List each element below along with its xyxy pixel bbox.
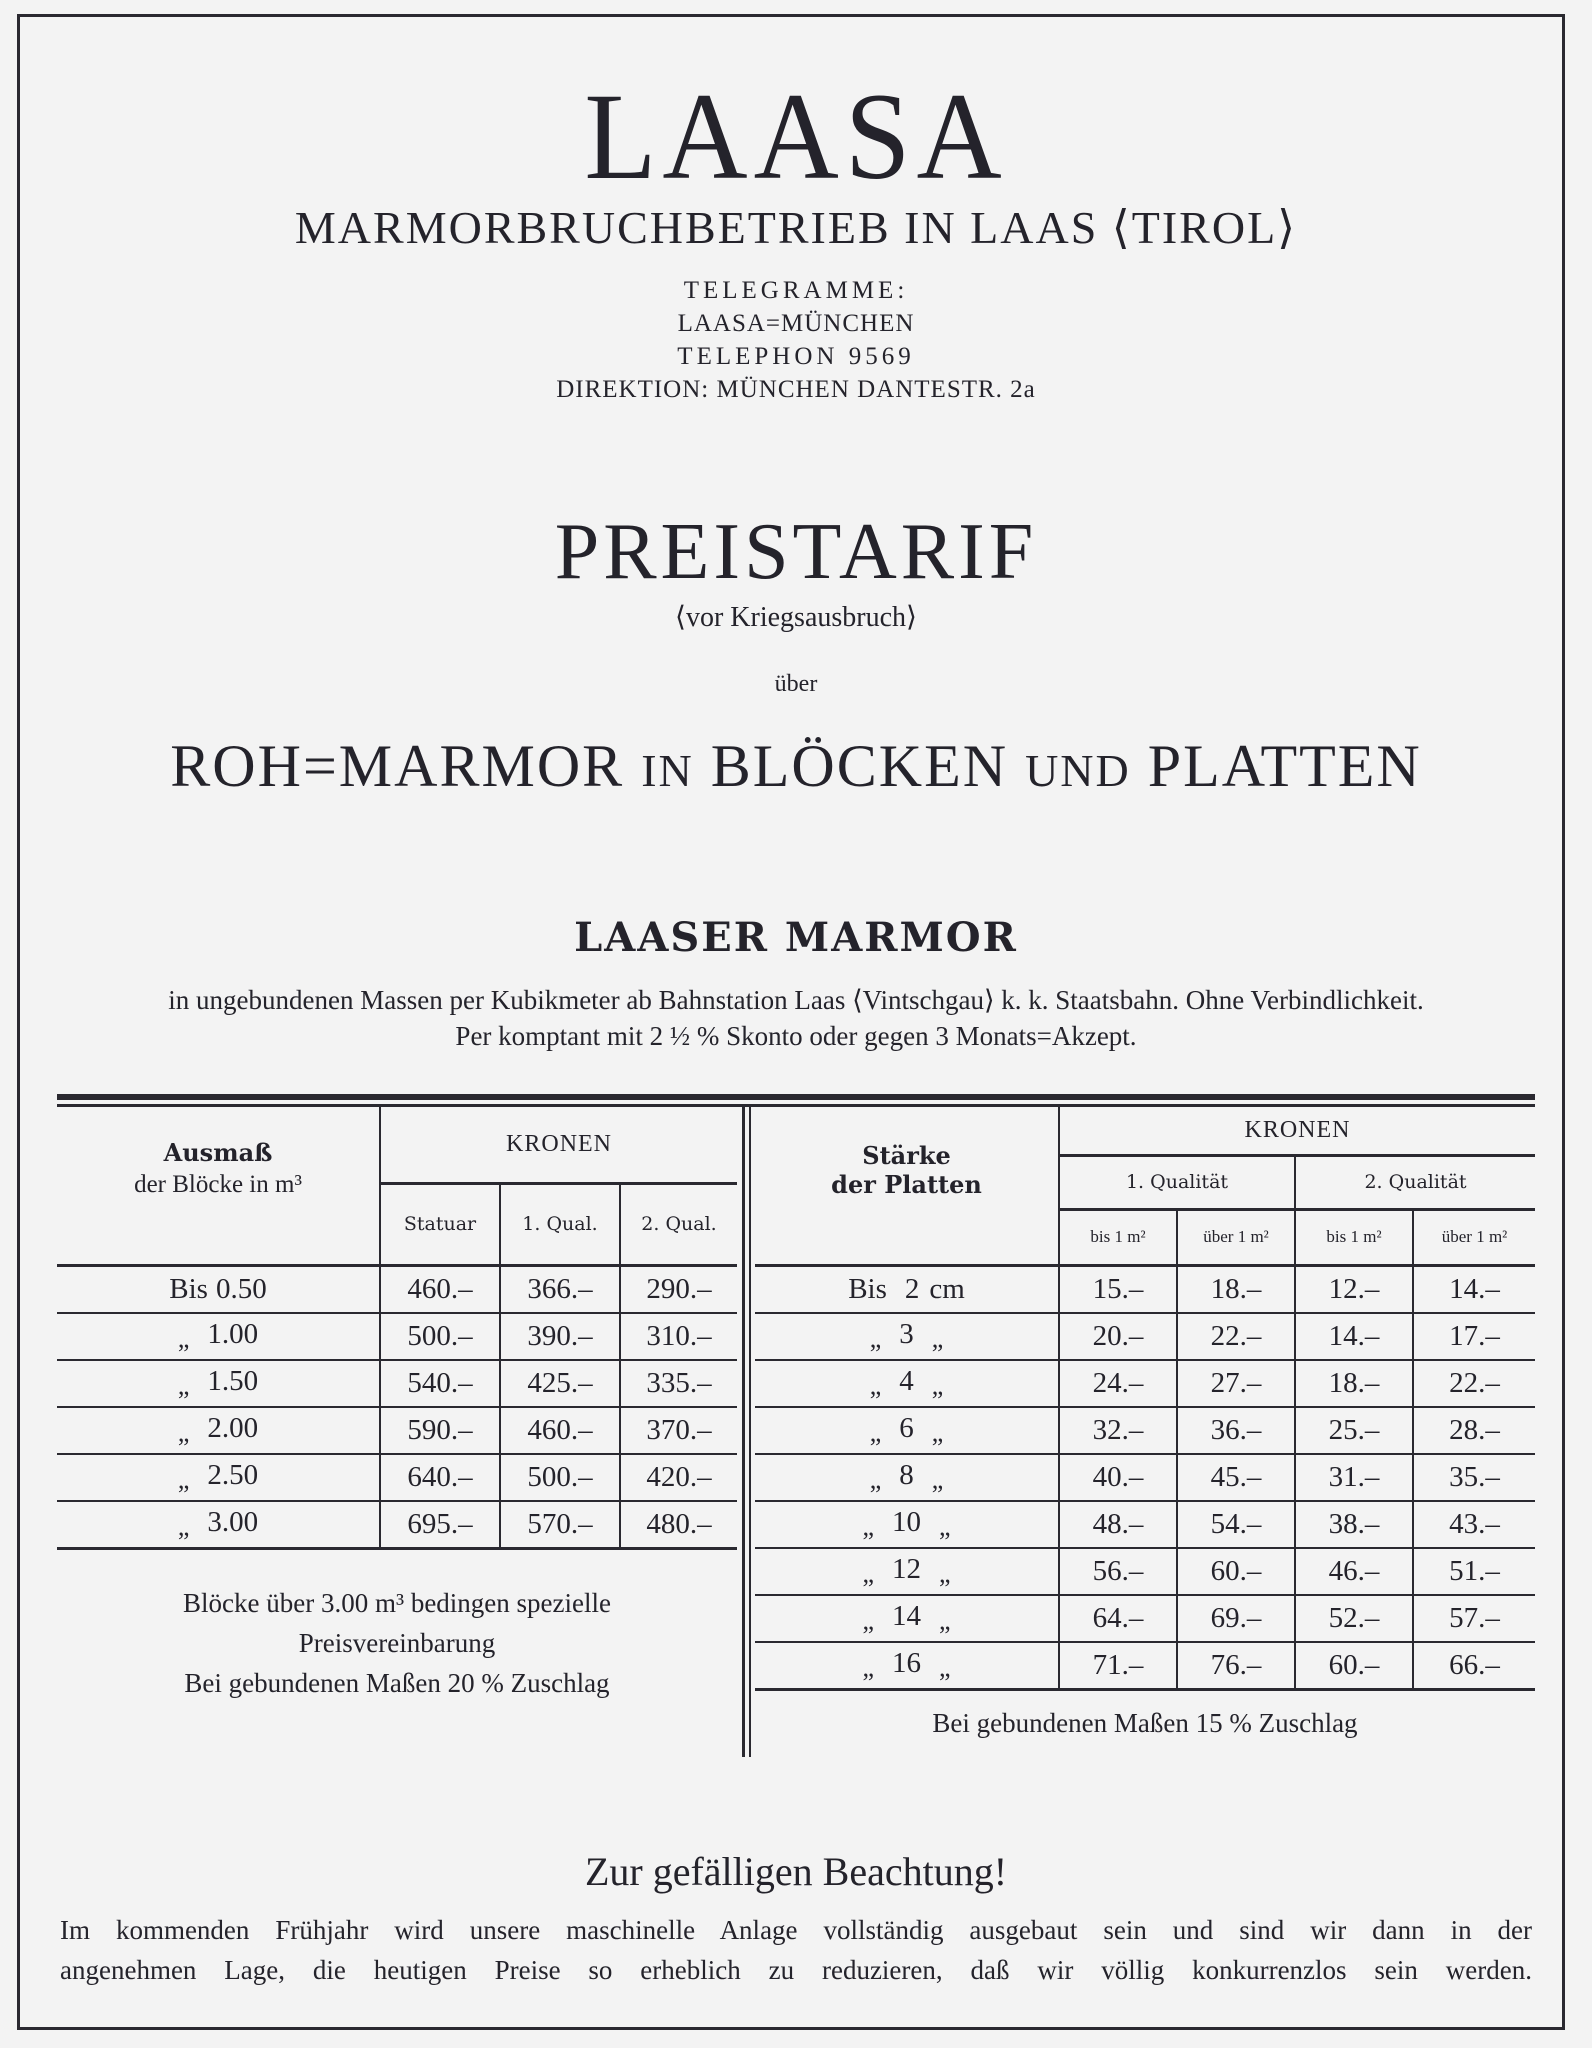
block-size-value: 3.00 — [207, 1506, 259, 1538]
plate-price-cell: 22.– — [1177, 1313, 1295, 1360]
contact-block — [0, 274, 1592, 406]
plate-thickness-prefix: „ — [862, 1512, 874, 1541]
product-heading — [0, 733, 1592, 799]
blocks-col-header: Statuar — [380, 1183, 500, 1265]
plates-subcol-header: bis 1 m² — [1059, 1209, 1177, 1265]
plates-note: Bei gebundenen Maßen 15 % Zuschlag — [932, 1708, 1358, 1738]
plate-thickness-prefix: „ — [869, 1324, 882, 1353]
blocks-note-line-2: Preisvereinbarung — [298, 1628, 496, 1658]
plate-thickness-unit: „ — [939, 1653, 951, 1682]
block-price-cell: 310.– — [620, 1313, 737, 1360]
notice-heading: Zur gefälligen Beachtung! — [584, 1849, 1008, 1894]
plate-thickness-prefix: Bis — [848, 1272, 887, 1305]
block-price-cell: 695.– — [380, 1501, 500, 1549]
company-logo: LAASA — [584, 67, 1008, 206]
plate-price-cell: 31.– — [1295, 1454, 1413, 1501]
notice-text — [60, 1910, 1532, 1990]
plates-table-row — [755, 1642, 1535, 1690]
notice-line-1: Im kommenden Frühjahr wird unsere maschinelle Anlage vollständig ausgebaut sein und sind wir dann in der — [60, 1915, 1532, 1945]
block-price-cell: 290.– — [620, 1265, 737, 1313]
section-heading: LAASER MARMOR — [574, 914, 1018, 961]
company-subtitle: MARMORBRUCHBETRIEB IN LAAS ⟨TIROL⟩ — [294, 202, 1298, 253]
plate-thickness-unit: „ — [931, 1465, 944, 1494]
ueber-text: über — [774, 671, 818, 697]
block-price-cell: 390.– — [500, 1313, 620, 1360]
plate-thickness-prefix: „ — [862, 1559, 874, 1588]
plate-price-cell: 69.– — [1177, 1595, 1295, 1642]
plate-thickness-unit: „ — [931, 1324, 944, 1353]
tarif-subtitle: ⟨vor Kriegsausbruch⟩ — [675, 602, 917, 633]
plate-price-cell: 48.– — [1059, 1501, 1177, 1548]
product-und: UND — [1025, 745, 1131, 796]
blocks-table-row — [57, 1265, 737, 1313]
plate-price-cell: 60.– — [1177, 1548, 1295, 1595]
quality-group-header: 1. Qualität — [1059, 1155, 1295, 1209]
plates-price-table — [755, 1107, 1535, 1691]
plate-price-cell: 71.– — [1059, 1642, 1177, 1690]
plate-thickness-cell — [755, 1360, 1059, 1407]
plate-price-cell: 57.– — [1413, 1595, 1535, 1642]
plate-price-cell: 36.– — [1177, 1407, 1295, 1454]
blocks-table-row — [57, 1454, 737, 1501]
table-top-rule — [57, 1094, 1535, 1100]
plate-price-cell: 27.– — [1177, 1360, 1295, 1407]
block-price-cell: 590.– — [380, 1407, 500, 1454]
block-size-value: 1.00 — [207, 1318, 259, 1350]
block-price-cell: 480.– — [620, 1501, 737, 1549]
plate-thickness-value: 10 — [892, 1506, 921, 1538]
notice-line-2: angenehmen Lage, die heutigen Preise so erheblich zu reduzieren, daß wir völlig konkurrenzlos sein werden. — [60, 1955, 1532, 1985]
block-size-prefix: „ — [177, 1418, 190, 1447]
blocks-table-row — [57, 1407, 737, 1454]
plate-price-cell: 56.– — [1059, 1548, 1177, 1595]
plate-price-cell: 14.– — [1413, 1265, 1535, 1313]
blocks-currency-header: KRONEN — [380, 1107, 737, 1183]
plate-price-cell: 35.– — [1413, 1454, 1535, 1501]
plates-table-row — [755, 1265, 1535, 1313]
plates-table-row — [755, 1501, 1535, 1548]
blocks-size-heading: Ausmaß — [163, 1137, 273, 1167]
blocks-col-header: 1. Qual. — [500, 1183, 620, 1265]
blocks-col-header: 2. Qual. — [620, 1183, 737, 1265]
plate-price-cell: 22.– — [1413, 1360, 1535, 1407]
intro-line-1: in ungebundenen Massen per Kubikmeter ab Bahnstation Laas ⟨Vintschgau⟩ k. k. Staatsbahn. Ohne Verbindlichkeit. — [168, 985, 1424, 1015]
blocks-size-subheading: der Blöcke in m³ — [134, 1170, 302, 1198]
plate-thickness-value: 16 — [892, 1647, 921, 1679]
block-size-prefix: „ — [177, 1512, 190, 1541]
plate-price-cell: 28.– — [1413, 1407, 1535, 1454]
plate-thickness-cell — [755, 1595, 1059, 1642]
plate-price-cell: 46.– — [1295, 1548, 1413, 1595]
plate-price-cell: 45.– — [1177, 1454, 1295, 1501]
blocks-size-header — [57, 1107, 380, 1265]
telephone: TELEPHON 9569 — [677, 343, 915, 370]
table-center-divider — [742, 1107, 745, 1757]
plate-price-cell: 64.– — [1059, 1595, 1177, 1642]
plate-thickness-unit: „ — [931, 1418, 944, 1447]
product-part1: ROH=MARMOR — [170, 733, 625, 799]
blocks-note-line-3: Bei gebundenen Maßen 20 % Zuschlag — [184, 1668, 610, 1698]
blocks-table-row — [57, 1313, 737, 1360]
plate-price-cell: 66.– — [1413, 1642, 1535, 1690]
plate-thickness-cell — [755, 1548, 1059, 1595]
block-size-prefix: „ — [177, 1371, 190, 1400]
plate-price-cell: 25.– — [1295, 1407, 1413, 1454]
plates-subcol-header: über 1 m² — [1413, 1209, 1535, 1265]
block-size-value: 2.00 — [207, 1412, 259, 1444]
plate-thickness-unit: „ — [939, 1559, 951, 1588]
plate-price-cell: 18.– — [1295, 1360, 1413, 1407]
block-size-cell — [57, 1265, 380, 1313]
plate-thickness-cell — [755, 1454, 1059, 1501]
plate-price-cell: 20.– — [1059, 1313, 1177, 1360]
blocks-note — [57, 1583, 737, 1703]
telegramme-label: TELEGRAMME: — [683, 277, 909, 304]
plate-thickness-prefix: „ — [869, 1465, 882, 1494]
plate-thickness-value: 8 — [899, 1459, 914, 1491]
block-size-value: 2.50 — [207, 1459, 259, 1491]
plate-thickness-prefix: „ — [862, 1606, 874, 1635]
block-size-prefix: „ — [177, 1465, 190, 1494]
plate-thickness-cell — [755, 1313, 1059, 1360]
plate-price-cell: 38.– — [1295, 1501, 1413, 1548]
plate-price-cell: 54.– — [1177, 1501, 1295, 1548]
block-price-cell: 420.– — [620, 1454, 737, 1501]
plate-thickness-cell — [755, 1501, 1059, 1548]
block-price-cell: 460.– — [380, 1265, 500, 1313]
block-size-value: 0.50 — [215, 1272, 267, 1305]
plate-price-cell: 18.– — [1177, 1265, 1295, 1313]
plates-table-row — [755, 1360, 1535, 1407]
block-size-prefix: Bis — [169, 1272, 208, 1305]
plate-price-cell: 51.– — [1413, 1548, 1535, 1595]
product-part2: BLÖCKEN — [710, 733, 1009, 799]
plate-price-cell: 40.– — [1059, 1454, 1177, 1501]
block-price-cell: 570.– — [500, 1501, 620, 1549]
plates-subcol-header: bis 1 m² — [1295, 1209, 1413, 1265]
plates-table-row — [755, 1313, 1535, 1360]
plate-thickness-unit: „ — [939, 1512, 951, 1541]
plates-heading-line-1: Stärke — [862, 1141, 951, 1171]
plate-price-cell: 52.– — [1295, 1595, 1413, 1642]
blocks-table-row — [57, 1501, 737, 1549]
block-price-cell: 366.– — [500, 1265, 620, 1313]
plates-heading-line-2: der Platten — [831, 1170, 982, 1200]
block-price-cell: 500.– — [380, 1313, 500, 1360]
block-size-cell — [57, 1313, 380, 1360]
product-in: IN — [641, 745, 694, 796]
plates-thickness-header — [755, 1107, 1059, 1265]
block-price-cell: 540.– — [380, 1360, 500, 1407]
block-price-cell: 370.– — [620, 1407, 737, 1454]
plate-price-cell: 60.– — [1295, 1642, 1413, 1690]
plate-price-cell: 24.– — [1059, 1360, 1177, 1407]
blocks-price-table — [57, 1107, 737, 1550]
plate-price-cell: 32.– — [1059, 1407, 1177, 1454]
plates-table-row — [755, 1454, 1535, 1501]
plate-thickness-cell — [755, 1642, 1059, 1690]
plate-thickness-prefix: „ — [869, 1371, 882, 1400]
plate-thickness-value: 3 — [899, 1318, 914, 1350]
plate-thickness-prefix: „ — [869, 1418, 882, 1447]
block-price-cell: 640.– — [380, 1454, 500, 1501]
plate-thickness-prefix: „ — [862, 1653, 874, 1682]
block-size-value: 1.50 — [207, 1365, 259, 1397]
plate-thickness-unit: „ — [931, 1371, 944, 1400]
intro-line-2: Per komptant mit 2 ½ % Skonto oder gegen 3 Monats=Akzept. — [455, 1021, 1137, 1051]
block-price-cell: 335.– — [620, 1360, 737, 1407]
quality-group-header: 2. Qualität — [1295, 1155, 1535, 1209]
blocks-note-line-1: Blöcke über 3.00 m³ bedingen spezielle — [183, 1588, 611, 1618]
plate-price-cell: 76.– — [1177, 1642, 1295, 1690]
plate-thickness-unit: „ — [939, 1606, 951, 1635]
plates-subcol-header: über 1 m² — [1177, 1209, 1295, 1265]
plate-thickness-value: 4 — [899, 1365, 914, 1397]
direktion-address: DIREKTION: MÜNCHEN DANTESTR. 2a — [556, 376, 1036, 403]
block-price-cell: 425.– — [500, 1360, 620, 1407]
plate-price-cell: 17.– — [1413, 1313, 1535, 1360]
block-size-cell — [57, 1407, 380, 1454]
plate-price-cell: 14.– — [1295, 1313, 1413, 1360]
table-center-divider-thin — [749, 1107, 751, 1757]
plates-table-row — [755, 1407, 1535, 1454]
block-price-cell: 460.– — [500, 1407, 620, 1454]
plate-thickness-value: 6 — [899, 1412, 914, 1444]
tarif-title: PREISTARIF — [554, 508, 1038, 596]
plate-thickness-value: 2 — [904, 1272, 920, 1305]
product-part3: PLATTEN — [1147, 733, 1422, 799]
plate-price-cell: 15.– — [1059, 1265, 1177, 1313]
plate-thickness-cell — [755, 1265, 1059, 1313]
blocks-table-row — [57, 1360, 737, 1407]
plates-table-row — [755, 1548, 1535, 1595]
block-size-cell — [57, 1454, 380, 1501]
block-size-cell — [57, 1501, 380, 1549]
block-size-prefix: „ — [177, 1324, 190, 1353]
block-price-cell: 500.– — [500, 1454, 620, 1501]
plate-thickness-value: 12 — [892, 1553, 921, 1585]
plate-thickness-value: 14 — [892, 1600, 921, 1632]
block-size-cell — [57, 1360, 380, 1407]
plate-thickness-cell — [755, 1407, 1059, 1454]
plate-thickness-unit: cm — [929, 1272, 965, 1305]
telegram-address: LAASA=MÜNCHEN — [677, 310, 915, 337]
plates-table-row — [755, 1595, 1535, 1642]
plate-price-cell: 12.– — [1295, 1265, 1413, 1313]
plate-price-cell: 43.– — [1413, 1501, 1535, 1548]
plates-currency-header: KRONEN — [1059, 1107, 1535, 1155]
section-intro — [0, 982, 1592, 1054]
